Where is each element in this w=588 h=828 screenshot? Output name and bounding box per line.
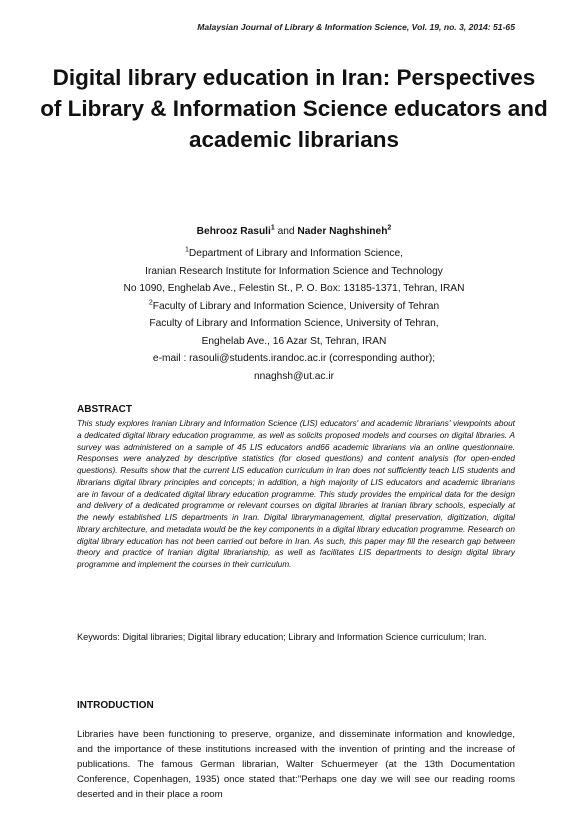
affiliation-line-4: $^2$Faculty of Library and Information Science, University of Tehran <box>148 299 440 312</box>
email-line-2: nnaghsh@ut.ac.ir <box>253 370 334 382</box>
affiliation-line-5: Faculty of Library and Information Science, University of Tehran, <box>149 318 439 329</box>
author-1-superscript: 1 <box>270 224 275 232</box>
keywords: Keywords: Digital libraries; Digital library education; Library and Information Science curriculum; Iran. <box>77 632 487 642</box>
abstract-heading: ABSTRACT <box>77 404 132 415</box>
abstract-text: This study explores Iranian Library and Information Science (LIS) educators' and academic librarians' viewpoints about a dedicated digital library education programme, as well as solicits proposed models and courses on digital libraries. A survey was administered on a sample of 45 LIS educators and66 academic librarians via an online questionnaire. Responses were analyzed by descriptive statistics (for closed questions) and content analysis (for open-ended questions). Results show that the current LIS education curriculum in Iran does not sufficiently teach LIS students and librarians digital library principles and concepts; in addition, a high majority of LIS educators and academic librarians are in favour of a dedicated digital library education programme. This study provides the empirical data for the design and delivery of a dedicated programme or relevant courses on digital libraries at Iranian library schools, especially at the newly established LIS departments in Iran. Digital librarymanagement, digital preservation, digitization, digital library architecture, and metadata would be the key components in a digital library education programme. Research on digital library education has not been carried out before in Iran. As such, this paper may fill the research gap between theory and practice of Iranian digital librarianship, as well as facilitates LIS departments to design digital library programme and implement the courses in their curriculum. <box>77 418 515 569</box>
journal-header: Malaysian Journal of Library & Information Science, Vol. 19, no. 3, 2014: 51-65 <box>197 22 515 32</box>
affiliation-line-3: No 1090, Enghelab Ave., Felestin St., P. O. Box: 13185-1371, Tehran, IRAN <box>123 283 465 294</box>
author-2-superscript: 2 <box>387 224 392 232</box>
affiliation-line-6: Enghelab Ave., 16 Azar St, Tehran, IRAN <box>201 335 387 347</box>
affiliation-line-1: $^1$Department of Library and Information Science, <box>185 246 403 259</box>
affiliations <box>0 245 588 385</box>
author-1: Behrooz Rasuli <box>196 226 271 237</box>
affiliation-line-2: Iranian Research Institute for Information Science and Technology <box>145 265 443 277</box>
introduction-text: Libraries have been functioning to preserve, organize, and disseminate information and knowledge, and the importance of these institutions increased with the invention of printing and the increase of publications. The famous German librarian, Walter Schuermeyer (at the 13th Documentation Conference, Copenhagen, 1935) once stated that:"Perhaps one day we will see our reading rooms deserted and in their place a room <box>77 729 515 800</box>
affiliation-1-superscript: 1 <box>185 246 189 254</box>
email-line: e-mail : rasouli@students.irandoc.ac.ir (corresponding author); <box>152 353 436 364</box>
author-2: Nader Naghshineh <box>297 226 388 237</box>
paper-title: Digital library education in Iran: Perspectives of Library & Information Science educators and academic librarians <box>40 65 548 152</box>
author-connector: and <box>274 226 298 237</box>
author-line <box>0 226 588 237</box>
affiliation-2-superscript: 2 <box>148 299 153 307</box>
introduction-heading: INTRODUCTION <box>77 700 154 711</box>
